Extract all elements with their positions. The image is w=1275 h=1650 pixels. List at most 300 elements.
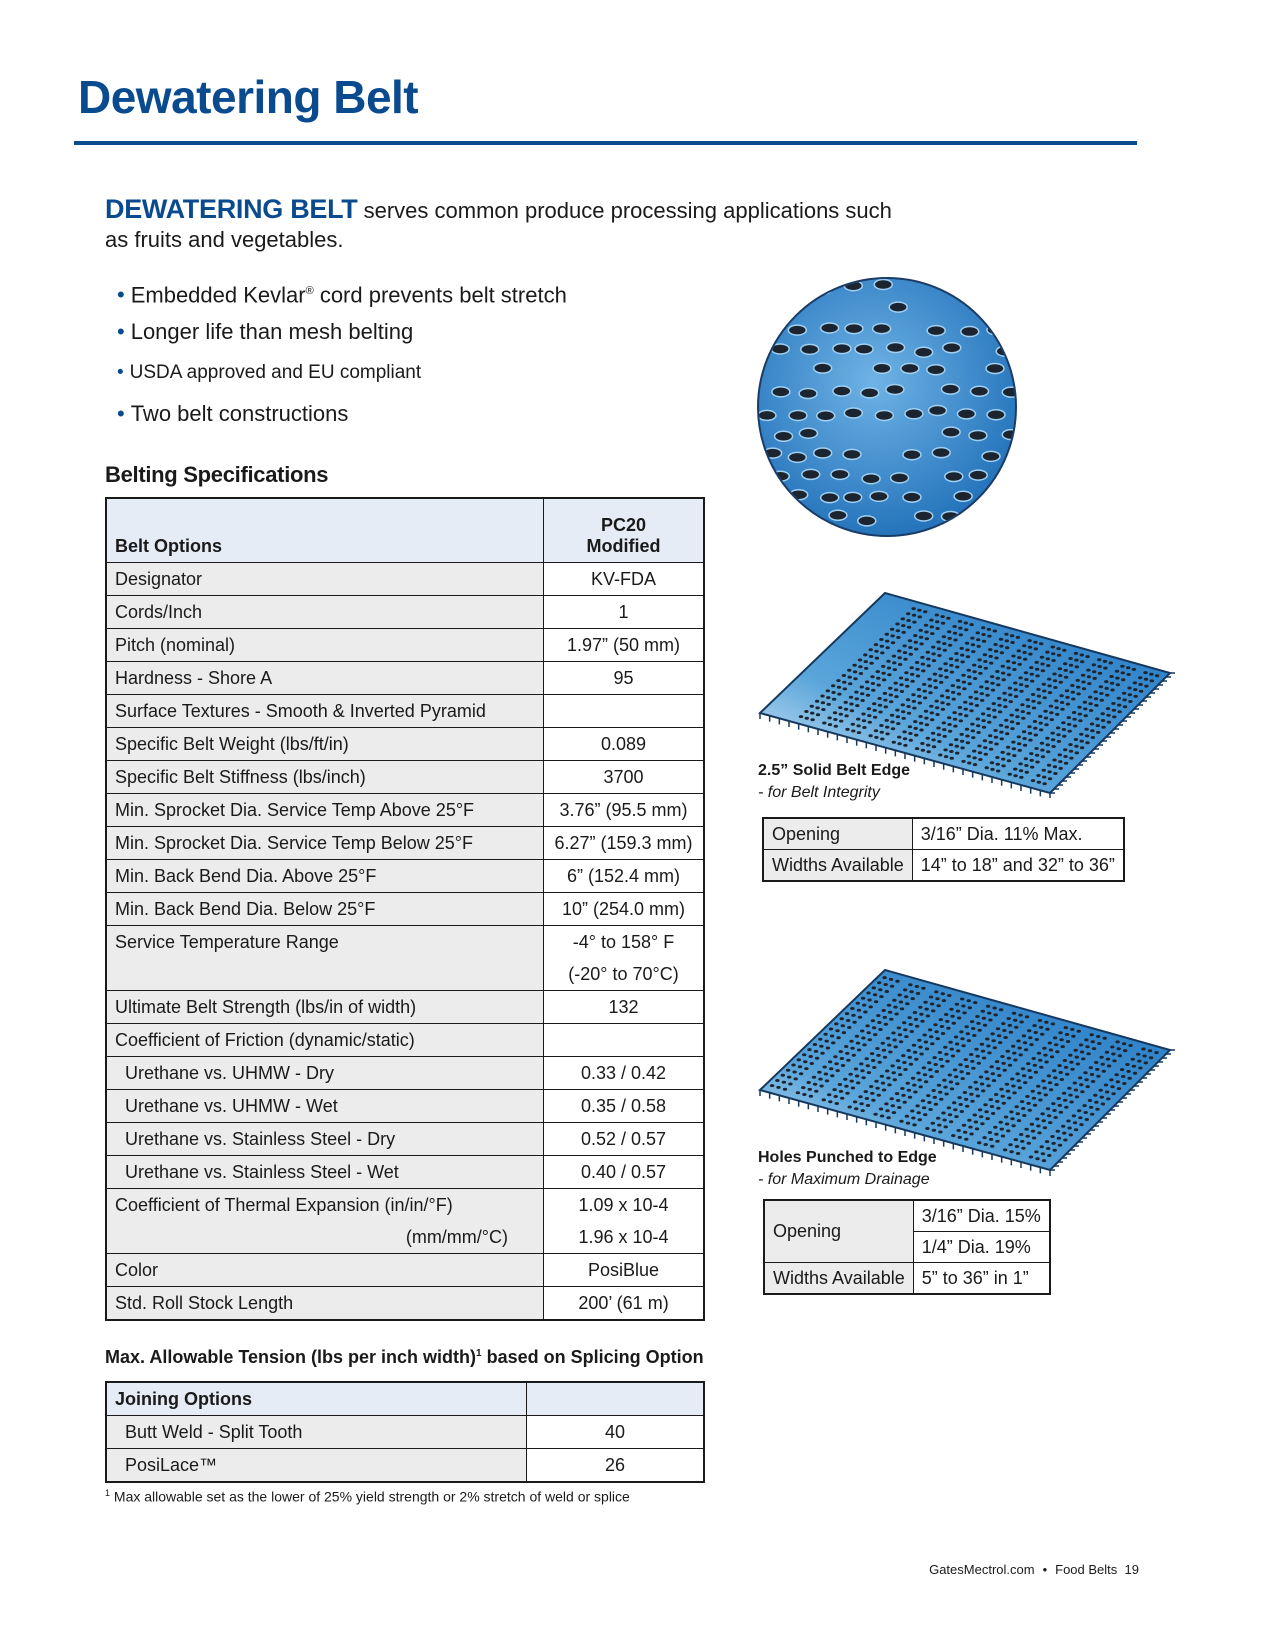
hole-icon (877, 1021, 881, 1024)
hole-icon (1013, 682, 1017, 685)
hole-icon (864, 660, 868, 663)
hole-icon (1070, 1028, 1074, 1031)
table-row: Widths Available 5” to 36” in 1” (764, 1263, 1050, 1295)
hole-icon (880, 738, 884, 741)
hole-icon (837, 686, 841, 689)
hole-icon (920, 742, 924, 745)
hole-icon (878, 1028, 882, 1031)
hole-icon (988, 1131, 992, 1134)
hole-icon (839, 720, 843, 723)
hole-icon (1015, 1145, 1019, 1148)
hole-icon (1080, 1090, 1084, 1093)
hole-icon (862, 726, 866, 729)
hole-icon (1013, 768, 1017, 771)
hole-icon (844, 714, 848, 717)
hole-icon (1040, 1112, 1044, 1115)
hole-icon (954, 1036, 958, 1039)
hole-icon (995, 1140, 999, 1143)
hole-icon (874, 729, 878, 732)
hole-icon (955, 745, 959, 748)
hole-icon (873, 1033, 877, 1036)
hole-icon (932, 1089, 936, 1092)
hole-icon (863, 1011, 867, 1014)
hole-icon (814, 1090, 818, 1093)
hole-icon (1095, 717, 1099, 720)
hole-icon (1032, 1137, 1036, 1140)
hole-icon (951, 1055, 955, 1058)
hole-icon (981, 626, 985, 629)
hole-icon (1056, 733, 1060, 736)
spec-heading: Belting Specifications (105, 462, 329, 487)
hole-icon (924, 717, 928, 720)
hole-icon (999, 645, 1003, 648)
hole-icon (897, 1106, 901, 1109)
hole-icon (1115, 670, 1119, 673)
hole-icon (1010, 1078, 1014, 1081)
hole-icon (1036, 688, 1040, 691)
hole-icon (1001, 758, 1005, 761)
hole-icon (925, 637, 929, 640)
hole-icon (869, 662, 873, 665)
hole-icon (901, 617, 905, 620)
hole-icon (941, 622, 945, 625)
hole-icon (1002, 1102, 1006, 1105)
hole-icon (809, 1055, 813, 1058)
hole-icon (861, 1109, 865, 1112)
hole-icon (1101, 719, 1105, 722)
hole-icon (905, 678, 909, 681)
hole-icon (964, 708, 968, 711)
hole-icon (885, 726, 889, 729)
hole-icon (939, 674, 943, 677)
hole-icon (1000, 1128, 1004, 1131)
hole-icon (1015, 1072, 1019, 1075)
hole-icon (1028, 646, 1032, 649)
table-row: 1/4” Dia. 19% (764, 1232, 1050, 1263)
hole-icon (922, 683, 926, 686)
hole-icon (876, 677, 880, 680)
hole-icon (1049, 711, 1053, 714)
hole-icon (949, 750, 953, 753)
hole-icon (951, 691, 955, 694)
hole-icon (1051, 1023, 1055, 1026)
hole-icon (1042, 776, 1046, 779)
hole-icon (1069, 757, 1073, 760)
hole-icon (1043, 1126, 1047, 1129)
hole-icon (819, 1045, 823, 1048)
hole-icon (950, 1048, 954, 1051)
hole-icon (1066, 1040, 1070, 1043)
hole-icon (954, 738, 958, 741)
hole-icon (1075, 751, 1079, 754)
hole-icon (892, 1111, 896, 1114)
hole-icon (910, 1110, 914, 1113)
hole-icon (923, 1073, 927, 1076)
hole-icon (1028, 1109, 1032, 1112)
hole-icon (986, 1117, 990, 1120)
hole-icon (844, 408, 862, 418)
hole-icon (1104, 680, 1108, 683)
hole-icon (1015, 709, 1019, 712)
hole-icon (1053, 1116, 1057, 1119)
hole-icon (1096, 731, 1100, 734)
hole-icon (998, 710, 1002, 713)
hole-icon (1041, 669, 1045, 672)
hole-icon (858, 665, 862, 668)
hole-icon (1026, 1062, 1030, 1065)
hole-icon (983, 739, 987, 742)
hole-icon (930, 1042, 934, 1045)
hole-icon (934, 1030, 938, 1033)
hole-icon (881, 1082, 885, 1085)
hole-icon (1053, 1149, 1057, 1152)
hole-icon (1033, 727, 1037, 730)
hole-icon (915, 747, 919, 750)
hole-icon (1121, 678, 1125, 681)
hole-icon (922, 1066, 926, 1069)
hole-icon (830, 1035, 834, 1038)
table-row: Coefficient of Thermal Expansion (in/in/°F) 1.09 x 10-4 (106, 1189, 704, 1222)
hole-icon (1084, 1111, 1088, 1114)
hole-icon (1060, 1078, 1064, 1081)
hole-icon (1053, 772, 1057, 775)
hole-icon (1032, 1097, 1036, 1100)
hole-icon (1034, 1031, 1038, 1034)
hole-icon (932, 1056, 936, 1059)
hole-icon (1046, 657, 1050, 660)
hole-icon (1029, 666, 1033, 669)
hole-icon (1052, 759, 1056, 762)
hole-icon (921, 663, 925, 666)
hole-icon (919, 636, 923, 639)
hole-icon (1092, 663, 1096, 666)
hole-icon (1051, 646, 1055, 649)
hole-icon (815, 1057, 819, 1060)
hole-icon (1102, 1070, 1106, 1073)
hole-icon (865, 687, 869, 690)
hole-icon (1001, 1095, 1005, 1098)
hole-icon (1027, 639, 1031, 642)
hole-icon (840, 1017, 844, 1020)
hole-icon (1006, 746, 1010, 749)
hole-icon (918, 715, 922, 718)
hole-icon (936, 1004, 940, 1007)
hole-icon (1019, 690, 1023, 693)
hole-icon (895, 623, 899, 626)
hole-icon (1019, 1053, 1023, 1056)
hole-icon (1052, 1069, 1056, 1072)
hole-icon (915, 668, 919, 671)
hole-icon (977, 745, 981, 748)
hole-icon (1055, 706, 1059, 709)
hole-icon (1122, 692, 1126, 695)
hole-icon (969, 709, 973, 712)
hole-icon (856, 1002, 860, 1005)
hole-icon (992, 1039, 996, 1042)
hole-icon (1012, 747, 1016, 750)
belt1-spec-table (762, 817, 1125, 882)
hole-icon (928, 1028, 932, 1031)
hole-icon (858, 659, 862, 662)
hole-icon (914, 641, 918, 644)
hole-icon (992, 1007, 996, 1010)
hole-icon (893, 668, 897, 671)
hole-icon (1006, 753, 1010, 756)
hole-icon (973, 1114, 977, 1117)
hole-icon (1062, 649, 1066, 652)
hole-icon (938, 667, 942, 670)
hole-icon (1028, 653, 1032, 656)
hole-icon (1051, 1142, 1055, 1145)
hole-icon (1087, 682, 1091, 685)
hole-icon (985, 680, 989, 683)
hole-icon (860, 1069, 864, 1072)
hole-icon (1101, 1103, 1105, 1106)
hole-icon (996, 763, 1000, 766)
hole-icon (1092, 1047, 1096, 1050)
hole-icon (976, 724, 980, 727)
hole-icon (887, 343, 905, 353)
hole-icon (882, 976, 886, 979)
hole-icon (1012, 661, 1016, 664)
hole-icon (1048, 1121, 1052, 1124)
hole-icon (954, 491, 972, 501)
hole-icon (988, 1019, 992, 1022)
hole-icon (948, 1113, 952, 1116)
hole-icon (942, 642, 946, 645)
hole-icon (1021, 1067, 1025, 1070)
hole-icon (876, 670, 880, 673)
hole-icon (911, 1077, 915, 1080)
hole-icon (989, 655, 993, 658)
hole-icon (1011, 655, 1015, 658)
hole-icon (1058, 667, 1062, 670)
hole-icon (1068, 730, 1072, 733)
hole-icon (1076, 1063, 1080, 1066)
hole-icon (938, 754, 942, 757)
hole-icon (1086, 1052, 1090, 1055)
hole-icon (1014, 1026, 1018, 1029)
hole-icon (842, 674, 846, 677)
hole-icon (907, 1049, 911, 1052)
hole-icon (977, 1062, 981, 1065)
hole-icon (902, 717, 906, 720)
hole-icon (919, 642, 923, 645)
hole-icon (962, 687, 966, 690)
hole-icon (1121, 1075, 1125, 1078)
hole-icon (994, 1013, 998, 1016)
hole-icon (1081, 1057, 1085, 1060)
hole-icon (899, 1040, 903, 1043)
hole-icon (1053, 1076, 1057, 1079)
hole-icon (1084, 728, 1088, 731)
hole-icon (933, 1096, 937, 1099)
hole-icon (1073, 1121, 1077, 1124)
hole-icon (960, 647, 964, 650)
hole-icon (906, 705, 910, 708)
hole-icon (944, 676, 948, 679)
hole-icon (996, 1027, 1000, 1030)
hole-icon (987, 410, 1005, 420)
hole-icon (1048, 1042, 1052, 1045)
hole-icon (993, 1046, 997, 1049)
hole-icon (817, 1071, 821, 1074)
hole-icon (1005, 1123, 1009, 1126)
hole-icon (822, 1098, 826, 1101)
hole-icon (955, 752, 959, 755)
hole-icon (934, 686, 938, 689)
hole-icon (915, 661, 919, 664)
hole-icon (1011, 1045, 1015, 1048)
hole-icon (866, 1104, 870, 1107)
hole-icon (1017, 1047, 1021, 1050)
hole-icon (956, 1010, 960, 1013)
hole-icon (985, 694, 989, 697)
hole-icon (928, 685, 932, 688)
hole-icon (906, 698, 910, 701)
hole-icon (967, 1119, 971, 1122)
hole-icon (1090, 1113, 1094, 1116)
hole-icon (990, 1145, 994, 1148)
hole-icon (903, 1068, 907, 1071)
hole-icon (895, 980, 899, 983)
hole-icon (909, 739, 913, 742)
hole-icon (1083, 707, 1087, 710)
hole-icon (918, 702, 922, 705)
hole-icon (1107, 1065, 1111, 1068)
hole-icon (976, 1055, 980, 1058)
hole-icon (1020, 1140, 1024, 1143)
hole-icon (905, 685, 909, 688)
hole-icon (859, 1062, 863, 1065)
hole-icon (1112, 709, 1116, 712)
hole-icon (1042, 769, 1046, 772)
hole-icon (801, 1086, 805, 1089)
hole-icon (1106, 1058, 1110, 1061)
hole-icon (918, 1006, 922, 1009)
feature-item: • USDA approved and EU compliant (117, 362, 422, 383)
hole-icon (887, 1004, 891, 1007)
hole-icon (894, 688, 898, 691)
hole-icon (1067, 723, 1071, 726)
hole-icon (972, 1034, 976, 1037)
hole-icon (1059, 767, 1063, 770)
hole-icon (957, 1017, 961, 1020)
hole-icon (932, 448, 950, 458)
hole-icon (1049, 1088, 1053, 1091)
hole-icon (935, 620, 939, 623)
hole-icon (1020, 1100, 1024, 1103)
hole-icon (955, 1082, 959, 1085)
hole-icon (990, 768, 994, 771)
hole-icon (992, 709, 996, 712)
hole-icon (960, 1110, 964, 1113)
hole-icon (1042, 1087, 1046, 1090)
hole-icon (1018, 749, 1022, 752)
hole-icon (866, 992, 870, 995)
hole-icon (906, 612, 910, 615)
hole-icon (955, 659, 959, 662)
hole-icon (1056, 647, 1060, 650)
hole-icon (989, 1138, 993, 1141)
hole-icon (1039, 728, 1043, 731)
hole-icon (964, 1058, 968, 1061)
hole-icon (825, 1079, 829, 1082)
hole-icon (912, 621, 916, 624)
hole-icon (972, 670, 976, 673)
hole-icon (960, 733, 964, 736)
hole-icon (1019, 683, 1023, 686)
hole-icon (981, 712, 985, 715)
hole-icon (915, 511, 933, 521)
hole-icon (926, 1015, 930, 1018)
hole-icon (918, 1046, 922, 1049)
hole-icon (807, 1081, 811, 1084)
hole-icon (965, 728, 969, 731)
hole-icon (928, 691, 932, 694)
hole-icon (924, 1041, 928, 1044)
hole-icon (1021, 710, 1025, 713)
hole-icon (1010, 727, 1014, 730)
hole-icon (1018, 1014, 1022, 1017)
hole-icon (897, 736, 901, 739)
hole-icon (835, 1102, 839, 1105)
hole-icon (1117, 1047, 1121, 1050)
hole-icon (829, 510, 847, 520)
hole-icon (991, 1112, 995, 1115)
hole-icon (968, 1006, 972, 1009)
hole-icon (974, 1048, 978, 1051)
hole-icon (1036, 774, 1040, 777)
hole-icon (986, 1045, 990, 1048)
hole-icon (941, 1032, 945, 1035)
hole-icon (963, 701, 967, 704)
hole-icon (1047, 1114, 1051, 1117)
hole-icon (848, 676, 852, 679)
hole-icon (1045, 1028, 1049, 1031)
hole-icon (969, 702, 973, 705)
hole-icon (959, 1030, 963, 1033)
hole-icon (915, 985, 919, 988)
hole-icon (928, 1108, 932, 1111)
hole-icon (897, 742, 901, 745)
hole-icon (1138, 676, 1142, 679)
hole-icon (897, 650, 901, 653)
hole-icon (1057, 740, 1061, 743)
hole-icon (867, 707, 871, 710)
hole-icon (882, 1089, 886, 1092)
hole-icon (833, 386, 851, 396)
hole-icon (923, 690, 927, 693)
hole-icon (1051, 659, 1055, 662)
hole-icon (1074, 745, 1078, 748)
hole-icon (996, 770, 1000, 773)
hole-icon (1025, 685, 1029, 688)
hole-icon (1010, 714, 1014, 717)
hole-icon (987, 1051, 991, 1054)
hole-icon (878, 711, 882, 714)
hole-icon (909, 1063, 913, 1066)
hole-icon (927, 326, 945, 336)
hole-icon (1063, 755, 1067, 758)
hole-icon (1110, 1046, 1114, 1049)
hole-icon (909, 1023, 913, 1026)
hole-icon (809, 1095, 813, 1098)
hole-icon (964, 628, 968, 631)
table-row: Min. Sprocket Dia. Service Temp Above 25°F 3.76” (95.5 mm) (106, 794, 704, 827)
hole-icon (838, 1083, 842, 1086)
hole-icon (960, 746, 964, 749)
